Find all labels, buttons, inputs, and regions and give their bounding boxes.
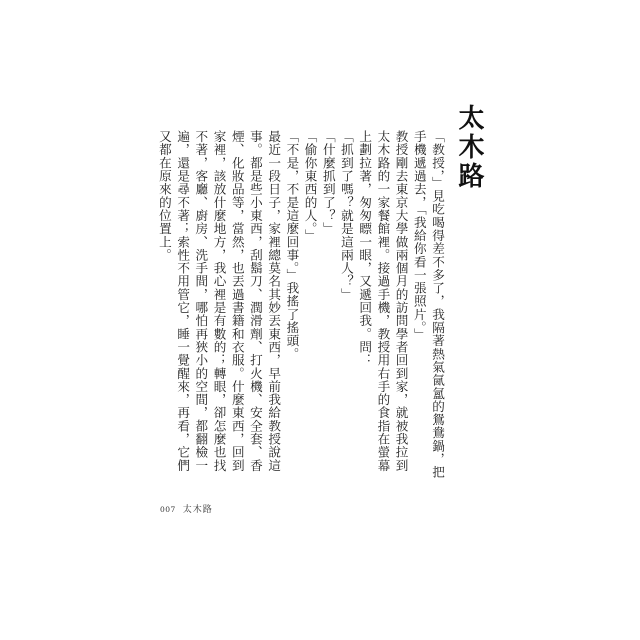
- page-footer: [160, 502, 213, 516]
- paragraph: 「教授，」見吃喝得差不多了，我隔著熱氣氤氳的鴛鴦鍋，把手機遞過去，「我給你看一張照片。」: [411, 130, 445, 479]
- paragraph: 「不是，不是這麼回事。」我搖了搖頭。: [284, 130, 300, 361]
- running-title: 太木路: [182, 505, 213, 515]
- paragraph: 教授剛去東京大學做兩個月的訪問學者回到家，就被我拉到太木路的一家餐館裡。接過手機，教授用右手的食指在螢幕上劃拉著，匆匆瞟一眼，又遞回我。問：: [357, 130, 409, 472]
- paragraph: 「抓到了嗎？就是這兩人？」: [338, 130, 354, 301]
- chapter-title: 太木路: [454, 104, 484, 191]
- paragraph: 最近一段日子，家裡總莫名其妙丟東西，早前我給教授說這事。都是些小東西，刮鬍刀、潤滑劑、打火機、安全套、香煙、化妝品等，當然，也丟過書籍和衣服。什麼東西，回到家裡，該放什麼地方，我心裡是有數的；轉眼，卻怎麼也找不著，客廳、廚房、洗手間，哪怕再狹小的空間，都翻檢一遍，還是尋不著；索性不用管它，睡一覺醒來，再看，它們又都在原來的位置上。: [156, 130, 282, 472]
- page-number: 007: [160, 505, 176, 514]
- paragraph: 「什麼抓到了？」: [320, 130, 336, 236]
- body-text: [156, 130, 446, 480]
- paragraph: 「偷你東西的人。」: [302, 130, 318, 243]
